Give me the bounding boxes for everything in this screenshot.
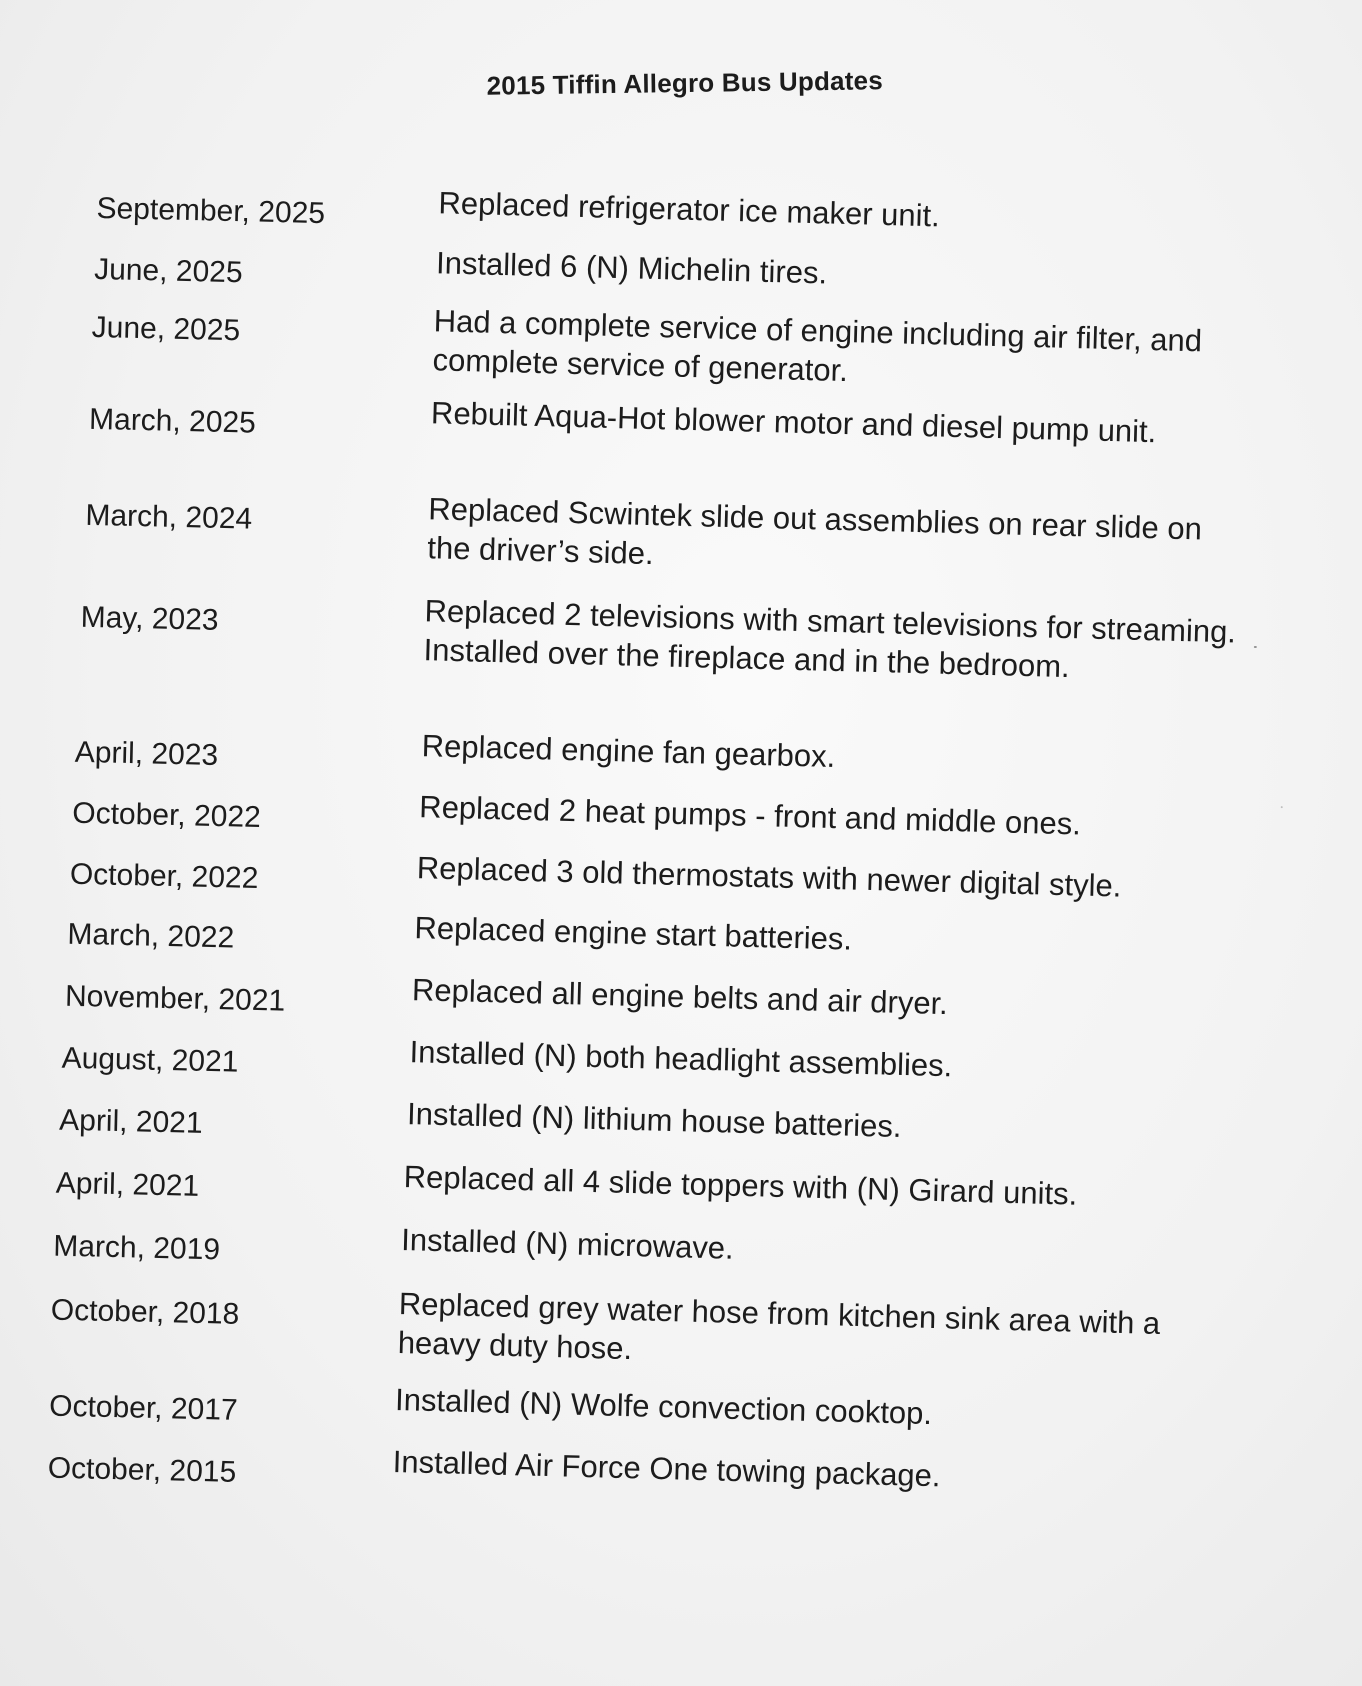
entry-date: March, 2019 [52, 1229, 221, 1267]
log-entry [30, 1439, 1320, 1494]
log-entry [34, 967, 1324, 1022]
entry-description: Replaced 3 old thermostats with newer digital style. [416, 850, 1122, 904]
log-entry [31, 1281, 1321, 1367]
entry-description: Replaced engine fan gearbox. [421, 728, 836, 774]
entry-description: Replaced 2 televisions with smart televisions for streaming. Installed over the fireplace and in the bedroom. [423, 593, 1237, 685]
entry-date: October, 2022 [71, 796, 262, 835]
entry-date: August, 2021 [61, 1041, 239, 1079]
entry-date: October, 2017 [48, 1389, 239, 1427]
entry-description: Replaced all 4 slide toppers with (N) Girard units. [403, 1159, 1078, 1212]
log-entry [39, 240, 1329, 291]
entry-description: Installed (N) both headlight assemblies. [409, 1034, 953, 1084]
log-entry [36, 588, 1326, 685]
entry-description: Installed (N) Wolfe convection cooktop. [394, 1382, 933, 1432]
entry-date: October, 2018 [50, 1293, 240, 1331]
entry-date: June, 2025 [91, 310, 241, 348]
log-entry [32, 1217, 1322, 1267]
entry-date: March, 2024 [85, 498, 253, 536]
entry-date: October, 2022 [69, 857, 259, 895]
log-entry [32, 1154, 1322, 1212]
log-entry [33, 1029, 1323, 1084]
entry-date: April, 2021 [55, 1166, 200, 1203]
entry-description: Had a complete service of engine including air filter, and complete service of generator. [432, 303, 1203, 389]
paper-speck [1281, 806, 1283, 808]
update-log [29, 45, 1330, 1634]
entry-description: Installed 6 (N) Michelin tires. [435, 245, 828, 291]
entry-date: March, 2025 [88, 402, 257, 440]
log-entry [35, 784, 1325, 842]
entry-description: Installed (N) microwave. [400, 1222, 735, 1266]
entry-description: Installed (N) lithium house batteries. [406, 1096, 902, 1145]
entry-description: Replaced grey water hose from kitchen sink area with a heavy duty hose. [397, 1286, 1161, 1367]
entry-date: April, 2023 [74, 735, 219, 773]
document-title: 2015 Tiffin Allegro Bus Updates [486, 65, 884, 101]
entry-date: March, 2022 [67, 917, 235, 955]
entry-description: Replaced 2 heat pumps - front and middle ones. [418, 789, 1082, 842]
entry-date: June, 2025 [93, 252, 243, 290]
entry-date: May, 2023 [80, 600, 219, 637]
log-entry [34, 845, 1324, 904]
log-entry [33, 1091, 1323, 1145]
entry-description: Replaced refrigerator ice maker unit. [438, 185, 941, 234]
log-entry [37, 486, 1327, 572]
entry-date: April, 2021 [58, 1103, 203, 1140]
entry-date: September, 2025 [96, 191, 326, 231]
entry-date: October, 2015 [47, 1451, 237, 1489]
log-entry [39, 180, 1329, 234]
paper-sheet [29, 45, 1330, 1634]
log-entry [35, 723, 1325, 774]
entry-description: Replaced Scwintek slide out assemblies on rear slide on the driver’s side. [426, 491, 1203, 572]
entry-description: Replaced engine start batteries. [414, 910, 853, 957]
entry-description: Rebuilt Aqua-Hot blower motor and diesel pump unit. [430, 395, 1157, 450]
paper-speck [1254, 646, 1257, 648]
log-entry [34, 905, 1324, 957]
entry-date: November, 2021 [64, 979, 286, 1018]
entry-description: Installed Air Force One towing package. [392, 1443, 942, 1494]
entry-description: Replaced all engine belts and air dryer. [411, 972, 949, 1022]
